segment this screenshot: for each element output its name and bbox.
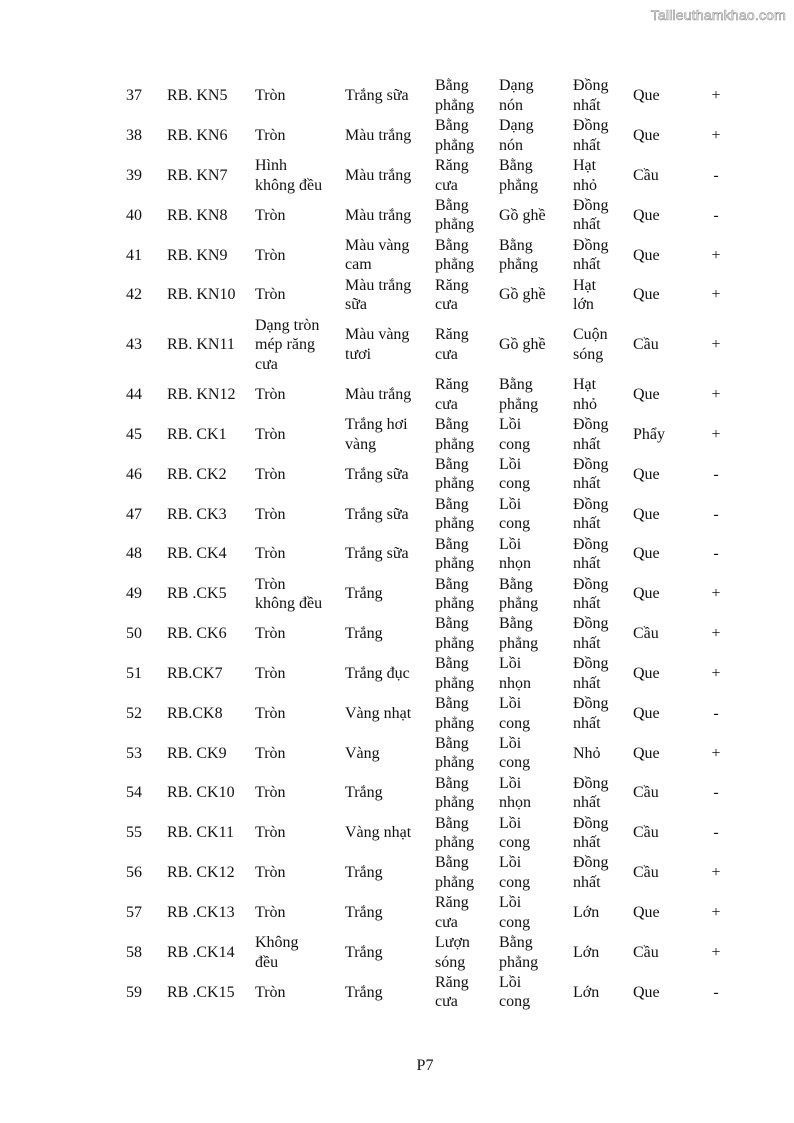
row-number: 38: [126, 127, 142, 145]
table-row: [0, 973, 794, 1013]
row-number: 44: [126, 386, 142, 404]
colony-shape: Tròn: [255, 824, 286, 842]
colony-structure: Hạt nhỏ: [573, 376, 597, 413]
colony-color: Trắng đục: [345, 664, 410, 682]
colony-shape: Tròn: [255, 246, 286, 264]
strain-code: RB. KN5: [167, 87, 228, 105]
colony-color: Màu vàng tươi: [345, 326, 410, 363]
colony-color: Màu trắng: [345, 166, 412, 184]
colony-structure: Lớn: [573, 904, 600, 921]
cell-shape: Que: [633, 983, 660, 1001]
table-row: [0, 614, 794, 654]
cell-shape: Cầu: [633, 336, 659, 354]
gram-result: -: [713, 166, 719, 184]
cell-shape: Que: [633, 127, 660, 145]
colony-surface: Gồ ghề: [499, 336, 546, 354]
strain-code: RB .CK13: [167, 904, 235, 921]
cell-shape: Que: [633, 465, 660, 483]
row-number: 42: [126, 286, 142, 304]
colony-surface: Gồ ghề: [499, 206, 546, 224]
strain-code: RB. KN6: [167, 127, 228, 145]
cell-shape: Que: [633, 664, 660, 682]
colony-shape: Hình không đều: [255, 157, 323, 194]
strain-code: RB. CK1: [167, 425, 227, 443]
colony-edge: Răng cưa: [435, 326, 469, 363]
row-number: 49: [126, 585, 142, 603]
colony-color: Trắng hơi vàng: [345, 416, 408, 453]
colony-structure: Đồng nhất: [573, 117, 609, 154]
gram-result: +: [711, 246, 721, 264]
colony-edge: Bằng phẳng: [435, 655, 475, 692]
colony-structure: Hạt lớn: [573, 276, 597, 314]
strain-code: RB. CK12: [167, 864, 235, 882]
gram-result: +: [711, 943, 721, 961]
gram-result: -: [713, 704, 719, 722]
colony-surface: Lồi cong: [499, 695, 531, 732]
colony-shape: Tròn: [255, 465, 286, 483]
colony-color: Trắng: [345, 585, 383, 603]
colony-shape: Tròn: [255, 625, 286, 643]
gram-result: +: [711, 625, 721, 643]
table-row: [0, 156, 794, 196]
strain-code: RB. KN9: [167, 246, 228, 264]
table-row: [0, 315, 794, 375]
colony-structure: Hạt nhỏ: [573, 157, 597, 194]
colony-structure: Đồng nhất: [573, 774, 609, 812]
colony-surface: Bằng phẳng: [499, 236, 539, 274]
colony-surface: Lồi nhọn: [499, 774, 531, 812]
row-number: 58: [126, 943, 142, 961]
colony-surface: Lồi cong: [499, 495, 531, 533]
colony-surface: Lồi nhọn: [499, 535, 531, 573]
row-number: 56: [126, 864, 142, 882]
strain-code: RB. CK2: [167, 465, 227, 483]
table-row: [0, 933, 794, 973]
colony-structure: Cuộn sóng: [573, 326, 608, 363]
colony-structure: Đồng nhất: [573, 814, 609, 852]
table-row: [0, 415, 794, 455]
colony-shape: Dạng tròn mép răng cưa: [255, 316, 320, 373]
row-number: 46: [126, 465, 142, 483]
colony-edge: Bằng phẳng: [435, 695, 475, 732]
colony-edge: Bằng phẳng: [435, 854, 475, 891]
colony-surface: Bằng phẳng: [499, 615, 539, 652]
table-row: [0, 893, 794, 933]
cell-shape: Que: [633, 206, 660, 224]
colony-edge: Bằng phẳng: [435, 615, 475, 652]
cell-shape: Que: [633, 744, 660, 762]
colony-edge: Bằng phẳng: [435, 416, 475, 453]
gram-result: +: [711, 904, 721, 921]
table-row: [0, 534, 794, 574]
colony-structure: Đồng nhất: [573, 695, 609, 732]
colony-shape: Tròn: [255, 286, 286, 304]
colony-shape: Tròn: [255, 904, 286, 921]
colony-shape: Tròn: [255, 864, 286, 882]
colony-structure: Đồng nhất: [573, 535, 609, 573]
gram-result: +: [711, 336, 721, 354]
colony-surface: Lồi cong: [499, 416, 531, 453]
colony-color: Trắng: [345, 864, 383, 882]
colony-shape: Không đều: [255, 934, 299, 971]
colony-color: Trắng: [345, 784, 383, 802]
colony-structure: Nhỏ: [573, 744, 601, 762]
colony-edge: Bằng phẳng: [435, 236, 475, 274]
row-number: 40: [126, 206, 142, 224]
gram-result: -: [713, 465, 719, 483]
table-row: [0, 733, 794, 773]
colony-color: Trắng: [345, 625, 383, 643]
colony-surface: Bằng phẳng: [499, 575, 539, 612]
colony-shape: Tròn: [255, 127, 286, 145]
colony-edge: Bằng phẳng: [435, 774, 475, 812]
colony-shape: Tròn: [255, 704, 286, 722]
cell-shape: Que: [633, 704, 660, 722]
colony-color: Vàng nhạt: [345, 824, 412, 842]
colony-edge: Lượn sóng: [435, 934, 470, 971]
colony-structure: Đồng nhất: [573, 236, 609, 274]
cell-shape: Que: [633, 585, 660, 603]
cell-shape: Cầu: [633, 625, 659, 643]
strain-code: RB .CK15: [167, 983, 235, 1001]
colony-color: Trắng sữa: [345, 465, 409, 483]
gram-result: +: [711, 286, 721, 304]
colony-structure: Đồng nhất: [573, 196, 609, 234]
colony-surface: Bằng phẳng: [499, 376, 539, 413]
row-number: 48: [126, 545, 142, 563]
strain-code: RB. CK9: [167, 744, 227, 762]
colony-shape: Tròn: [255, 784, 286, 802]
table-row: [0, 235, 794, 275]
colony-surface: Dạng nón: [499, 77, 534, 114]
colony-edge: Răng cưa: [435, 376, 469, 413]
colony-shape: Tròn không đều: [255, 575, 323, 612]
row-number: 59: [126, 983, 142, 1001]
colony-color: Trắng: [345, 904, 383, 921]
cell-shape: Phẩy: [633, 425, 665, 443]
row-number: 51: [126, 664, 142, 682]
gram-result: +: [711, 87, 721, 105]
cell-shape: Cầu: [633, 166, 659, 184]
strain-code: RB. CK10: [167, 784, 235, 802]
colony-structure: Đồng nhất: [573, 416, 609, 453]
colony-color: Vàng nhạt: [345, 704, 412, 722]
colony-shape: Tròn: [255, 664, 286, 682]
colony-edge: Bằng phẳng: [435, 455, 475, 493]
cell-shape: Cầu: [633, 784, 659, 802]
strain-code: RB.CK7: [167, 664, 223, 682]
gram-result: +: [711, 386, 721, 404]
row-number: 39: [126, 166, 142, 184]
gram-result: +: [711, 664, 721, 682]
colony-color: Màu vàng cam: [345, 236, 410, 274]
colony-edge: Răng cưa: [435, 157, 469, 194]
isolate-table: [0, 76, 794, 1012]
cell-shape: Que: [633, 545, 660, 563]
page-number: P7: [416, 1057, 434, 1074]
gram-result: -: [713, 983, 719, 1001]
colony-surface: Lồi cong: [499, 854, 531, 891]
table-row: [0, 196, 794, 236]
row-number: 55: [126, 824, 142, 842]
table-row: [0, 275, 794, 315]
table-row: [0, 455, 794, 495]
colony-structure: Đồng nhất: [573, 575, 609, 612]
table-row: [0, 694, 794, 734]
row-number: 45: [126, 425, 142, 443]
cell-shape: Cầu: [633, 943, 659, 961]
colony-color: Màu trắng: [345, 386, 412, 404]
colony-structure: Đồng nhất: [573, 495, 609, 533]
cell-shape: Que: [633, 87, 660, 105]
table-row: [0, 773, 794, 813]
colony-shape: Tròn: [255, 206, 286, 224]
colony-structure: Đồng nhất: [573, 615, 609, 652]
watermark: Tailieuthamkhao.com: [650, 7, 786, 23]
colony-surface: Bằng phẳng: [499, 157, 539, 194]
colony-shape: Tròn: [255, 386, 286, 404]
strain-code: RB. CK3: [167, 505, 227, 523]
table-row: [0, 76, 794, 116]
colony-surface: Lồi nhọn: [499, 655, 531, 692]
colony-structure: Đồng nhất: [573, 854, 609, 891]
colony-edge: Bằng phẳng: [435, 196, 475, 234]
gram-result: -: [713, 545, 719, 563]
colony-surface: Lồi cong: [499, 894, 531, 931]
colony-shape: Tròn: [255, 425, 286, 443]
colony-surface: Dạng nón: [499, 117, 534, 154]
row-number: 41: [126, 246, 142, 264]
gram-result: +: [711, 425, 721, 443]
gram-result: +: [711, 585, 721, 603]
row-number: 37: [126, 87, 142, 105]
gram-result: +: [711, 127, 721, 145]
cell-shape: Que: [633, 386, 660, 404]
strain-code: RB. CK11: [167, 824, 234, 842]
row-number: 52: [126, 704, 142, 722]
colony-color: Trắng: [345, 983, 383, 1001]
strain-code: RB. CK4: [167, 545, 227, 563]
row-number: 57: [126, 904, 142, 921]
colony-color: Trắng sữa: [345, 505, 409, 523]
cell-shape: Que: [633, 904, 660, 921]
gram-result: +: [711, 744, 721, 762]
strain-code: RB .CK14: [167, 943, 235, 961]
colony-edge: Bằng phẳng: [435, 495, 475, 533]
row-number: 54: [126, 784, 142, 802]
cell-shape: Que: [633, 505, 660, 523]
colony-color: Trắng: [345, 943, 383, 961]
colony-surface: Bằng phẳng: [499, 934, 539, 971]
colony-edge: Bằng phẳng: [435, 535, 475, 573]
table-row: [0, 853, 794, 893]
strain-code: RB. CK6: [167, 625, 227, 643]
colony-color: Màu trắng: [345, 206, 412, 224]
row-number: 43: [126, 336, 142, 354]
colony-edge: Bằng phẳng: [435, 734, 475, 772]
colony-structure: Đồng nhất: [573, 77, 609, 114]
strain-code: RB. KN12: [167, 386, 236, 404]
colony-edge: Bằng phẳng: [435, 575, 475, 612]
colony-surface: Lồi cong: [499, 455, 531, 493]
colony-edge: Bằng phẳng: [435, 77, 475, 114]
table-row: [0, 813, 794, 853]
row-number: 53: [126, 744, 142, 762]
table-row: [0, 375, 794, 415]
colony-color: Màu trắng sữa: [345, 276, 412, 314]
gram-result: -: [713, 824, 719, 842]
colony-edge: Bằng phẳng: [435, 117, 475, 154]
colony-color: Màu trắng: [345, 127, 412, 145]
colony-shape: Tròn: [255, 744, 286, 762]
colony-surface: Lồi cong: [499, 734, 531, 772]
colony-shape: Tròn: [255, 87, 286, 105]
cell-shape: Que: [633, 286, 660, 304]
gram-result: -: [713, 206, 719, 224]
gram-result: -: [713, 505, 719, 523]
colony-surface: Lồi cong: [499, 973, 531, 1011]
colony-surface: Gồ ghề: [499, 286, 546, 304]
gram-result: -: [713, 784, 719, 802]
cell-shape: Que: [633, 246, 660, 264]
table-row: [0, 116, 794, 156]
colony-color: Trắng sữa: [345, 87, 409, 105]
colony-shape: Tròn: [255, 983, 286, 1001]
strain-code: RB. KN11: [167, 336, 235, 354]
row-number: 50: [126, 625, 142, 643]
colony-shape: Tròn: [255, 545, 286, 563]
colony-color: Trắng sữa: [345, 545, 409, 563]
strain-code: RB. KN10: [167, 286, 236, 304]
table-row: [0, 574, 794, 614]
colony-structure: Đồng nhất: [573, 455, 609, 493]
colony-edge: Răng cưa: [435, 894, 469, 931]
colony-surface: Lồi cong: [499, 814, 531, 852]
strain-code: RB. KN8: [167, 206, 228, 224]
table-row: [0, 494, 794, 534]
colony-structure: Lớn: [573, 943, 600, 961]
cell-shape: Cầu: [633, 864, 659, 882]
gram-result: +: [711, 864, 721, 882]
colony-shape: Tròn: [255, 505, 286, 523]
row-number: 47: [126, 505, 142, 523]
colony-edge: Răng cưa: [435, 973, 469, 1011]
colony-edge: Bằng phẳng: [435, 814, 475, 852]
colony-structure: Lớn: [573, 983, 600, 1001]
colony-color: Vàng: [345, 744, 380, 762]
colony-structure: Đồng nhất: [573, 655, 609, 692]
table-row: [0, 654, 794, 694]
cell-shape: Cầu: [633, 824, 659, 842]
strain-code: RB. KN7: [167, 166, 228, 184]
strain-code: RB .CK5: [167, 585, 227, 603]
strain-code: RB.CK8: [167, 704, 223, 722]
colony-edge: Răng cưa: [435, 276, 469, 314]
